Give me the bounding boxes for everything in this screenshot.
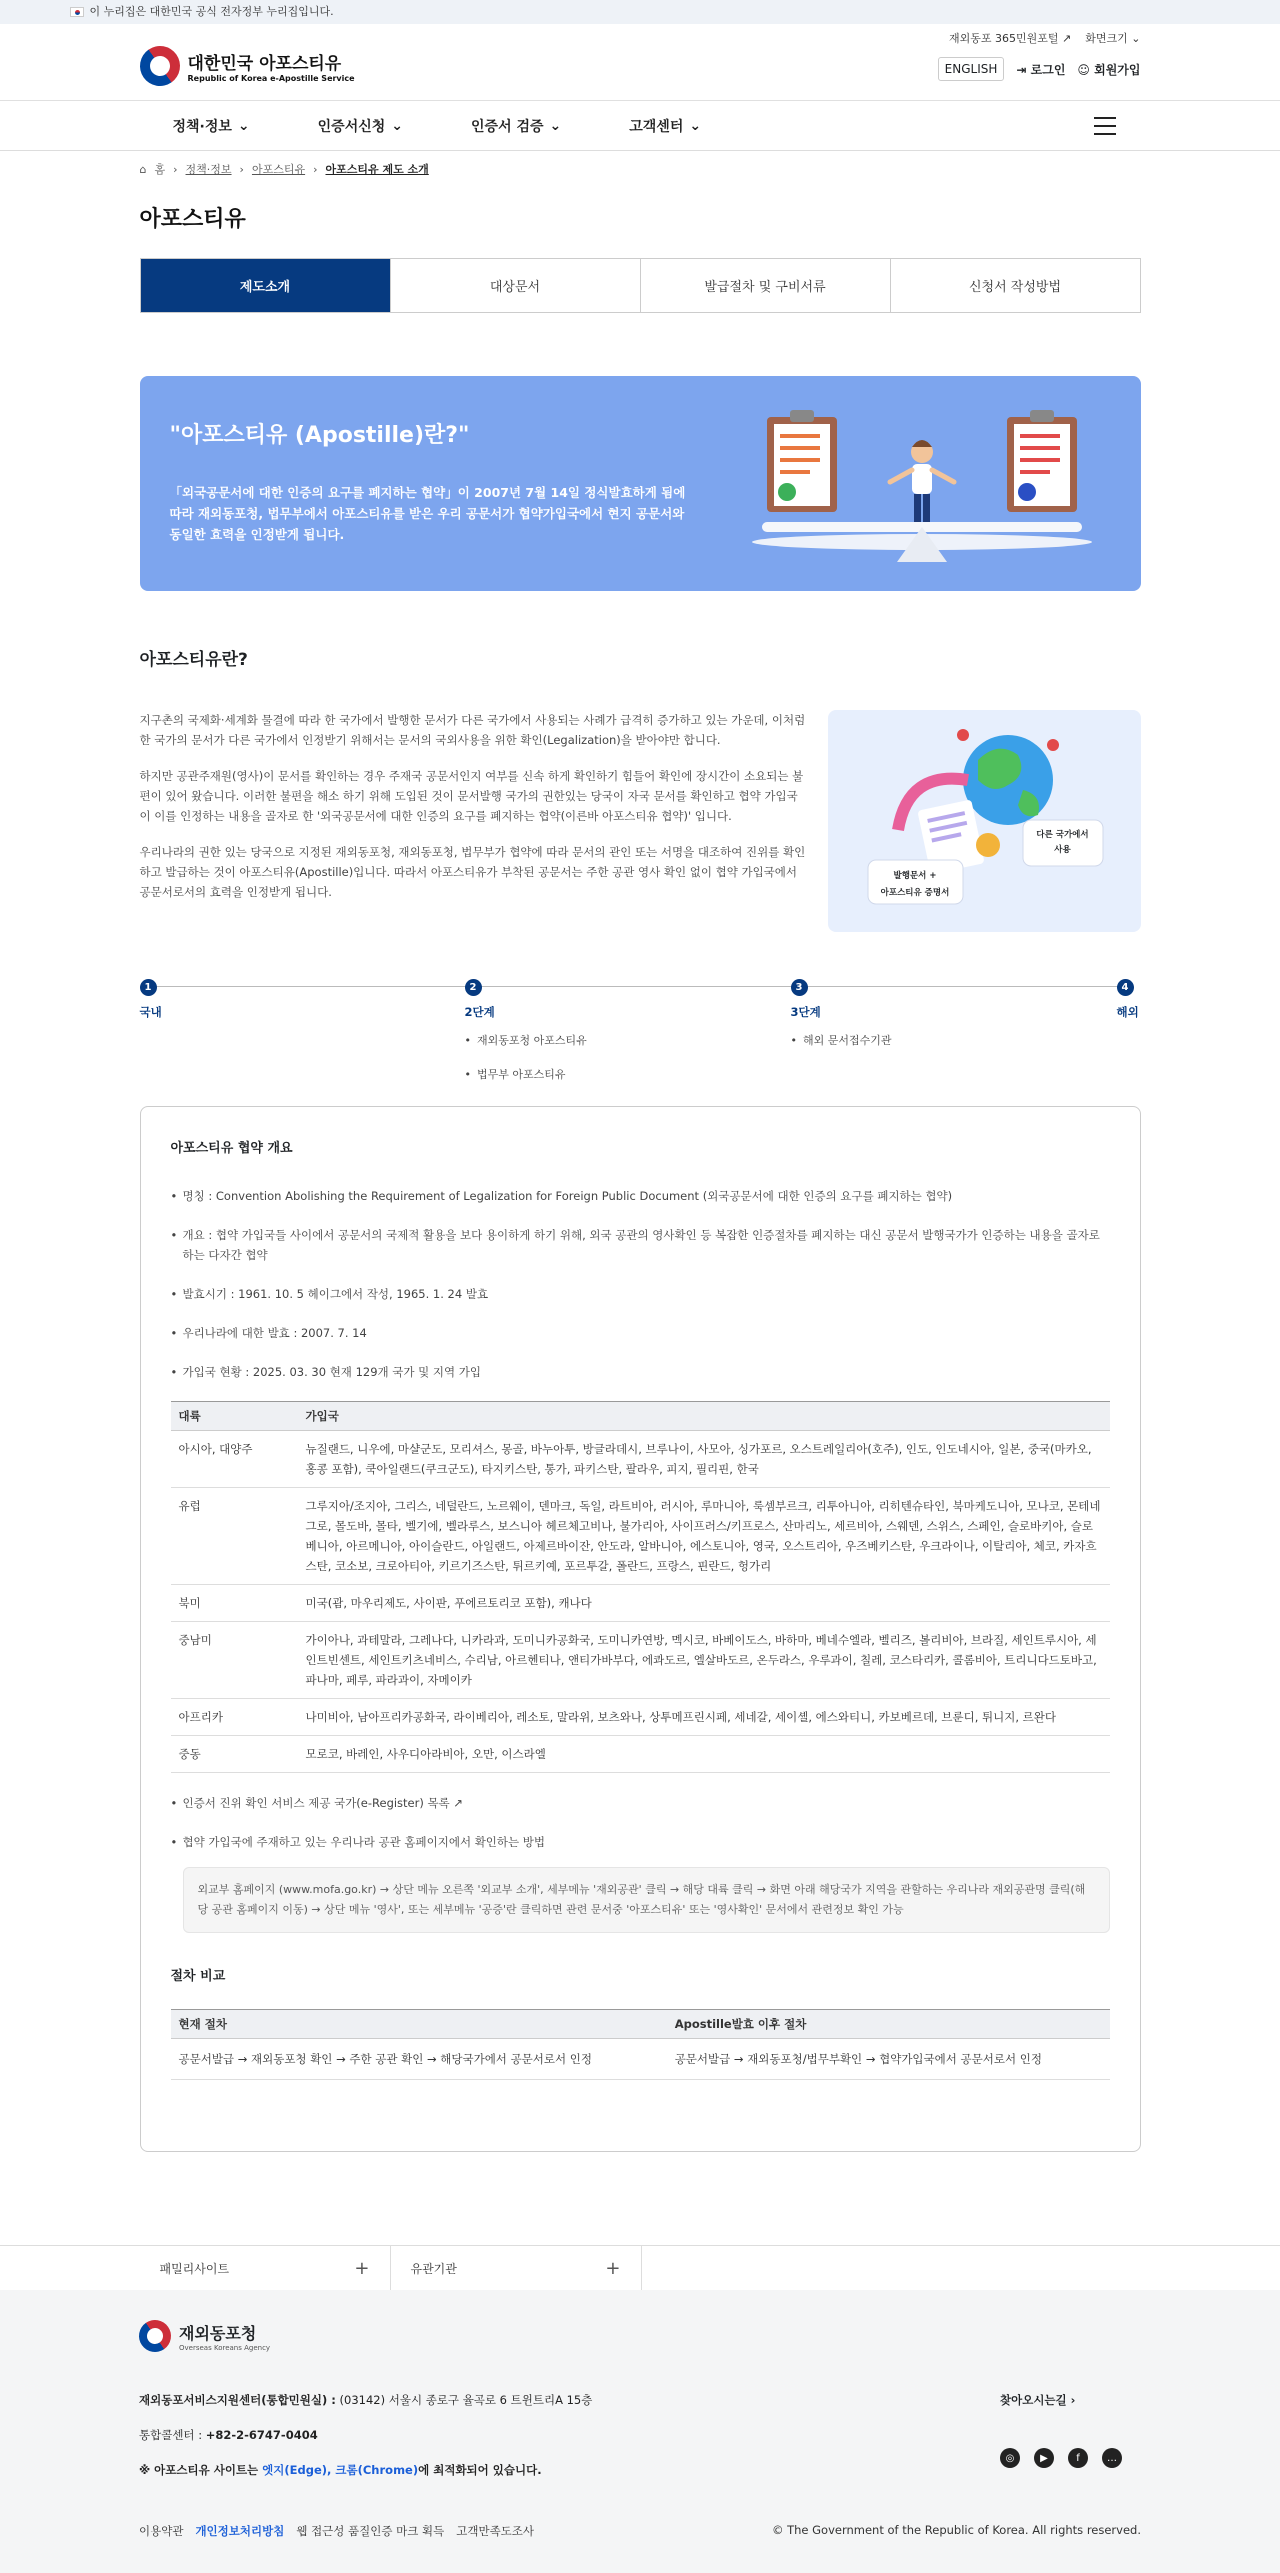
chevron-down-icon: ⌄ <box>1131 32 1141 45</box>
youtube-icon[interactable]: ▶ <box>1034 2448 1054 2468</box>
home-icon[interactable]: ⌂ <box>139 162 147 176</box>
hero-banner <box>140 376 1141 591</box>
chevron-down-icon: ⌄ <box>549 118 562 134</box>
survey-link[interactable]: 고객만족도조사 <box>456 2524 535 2538</box>
img-label: 아포스티유 증명서 <box>880 888 950 898</box>
breadcrumb: ⌂ 홈 › 정책·정보 › 아포스티유 › 아포스티유 제도 소개 <box>139 162 429 176</box>
gov-banner-text: 이 누리집은 대한민국 공식 전자정부 누리집입니다. <box>89 5 334 18</box>
step-label: 국내 <box>139 1005 162 1019</box>
mofa-guide-box: 외교부 홈페이지 (www.mofa.go.kr) → 상단 메뉴 오른쪽 '외교부 소개', 세부메뉴 '재외공관' 클릭 → 해당 대륙 클릭 → 화면 아래 해당국가 지역을 관할하는 우리나라 재외공관명 클릭(해당 공관 홈페이지 이동) → 상단 메뉴 '영사', 또는 세부메뉴 '공증'란 클릭하면 관련 문서중 '아포스티유' 또는 '영사확인' 문서에서 관련정보 확인 가능 <box>183 1867 1110 1933</box>
section-title: 아포스티유란? <box>139 650 248 670</box>
nav-verify[interactable]: 인증서 검증 ⌄ <box>471 118 562 135</box>
login-button[interactable]: ⇥ 로그인 <box>1016 62 1066 77</box>
table-row: 중동 모로코, 바레인, 사우디아라비아, 오만, 이스라엘 <box>171 1736 1110 1773</box>
overview-item: • 발효시기 : 1961. 10. 5 헤이그에서 작성, 1965. 1. 24 발효 <box>171 1284 1110 1304</box>
overview-item: • 우리나라에 대한 발효 : 2007. 7. 14 <box>171 1323 1110 1343</box>
step-3 <box>791 979 892 1066</box>
footer-tel: 통합콜센터 : +82-2-6747-0404 <box>139 2428 318 2442</box>
step-1 <box>140 979 162 1020</box>
step-item: • 법무부 아포스티유 <box>465 1066 587 1082</box>
table-row: 북미 미국(괌, 마우리제도, 사이판, 푸에르토리코 포함), 캐나다 <box>171 1585 1110 1622</box>
related-org-dropdown[interactable]: 유관기관 + <box>391 2246 642 2291</box>
chevron-down-icon: ⌄ <box>237 118 250 134</box>
logo-subtitle: Republic of Korea e-Apostille Service <box>187 74 355 83</box>
img-label: 발행문서 + <box>893 871 937 881</box>
nav-apply[interactable]: 인증서신청 ⌄ <box>317 118 404 135</box>
footer <box>0 2290 1280 2573</box>
tab-form-guide[interactable]: 신청서 작성방법 <box>968 280 1062 295</box>
header <box>0 24 1280 101</box>
process-steps <box>140 979 1141 1089</box>
sns-links <box>1000 2448 1122 2468</box>
e-register-link[interactable]: • 인증서 진위 확인 서비스 제공 국가(e-Register) 목록 ↗ <box>171 1793 1110 1813</box>
step-number: 3 <box>791 979 808 996</box>
compare-title: 절차 비교 <box>170 1969 226 1984</box>
scale-illustration <box>732 392 1112 572</box>
step-item: • 재외동포청 아포스티유 <box>465 1032 587 1048</box>
instagram-icon[interactable]: ◎ <box>1000 2448 1020 2468</box>
taegeuk-emblem-icon <box>132 38 188 94</box>
korea-flag-icon <box>70 7 84 17</box>
directions-link[interactable]: 찾아오시는길 › <box>1000 2393 1076 2407</box>
table-row: 유럽 그루지아/조지아, 그리스, 네덜란드, 노르웨이, 덴마크, 독일, 라트비아, 러시아, 루마니아, 룩셈부르크, 리투아니아, 리히텐슈타인, 북마케도니아, 모나코, 몬테네그로, 몰도바, 몰타, 벨기에, 벨라루스, 보스니아 헤르체고비나, 불가리아, 사이프러스/키프로스, 산마리노, 세르비아, 스웨덴, 스위스, 스페인, 슬로바키아, 슬로베니아, 아르메니아, 아이슬란드, 아일랜드, 아제르바이잔, 안도라, 알바니아, 에스토니아, 영국, 오스트리아, 우즈베키스탄, 우크라이나, 이탈리아, 체코, 카자흐스탄, 코소보, 크로아티아, 키르기즈스탄, 튀르키예, 포르투갈, 폴란드, 프랑스, 핀란드, 헝가리 <box>171 1488 1110 1585</box>
font-size-dropdown[interactable]: 화면크기 ⌄ <box>1085 32 1141 45</box>
taegeuk-emblem-icon <box>133 2314 178 2359</box>
intro-paragraph: 하지만 공관주재원(영사)이 문서를 확인하는 경우 주재국 공문서인지 여부를 신속 하게 확인하기 힘들어 확인에 장시간이 소요되는 불편이 있어 왔습니다. 이러한 불편을 해소 하기 위해 도입된 것이 문서발행 국가의 권한있는 당국이 자국 문서를 확인하고 협약 가입국이 이를 인정하는 내용을 골자로 한 '외국공문서에 대한 인증의 요구를 폐지하는 협약(이른바 아포스티유 협약)' 입니다. <box>139 769 804 823</box>
talk-icon[interactable]: … <box>1102 2448 1122 2468</box>
table-row: 아프리카 나미비아, 남아프리카공화국, 라이베리아, 레소토, 말라위, 보츠와나, 상투메프린시페, 세네갈, 세이셸, 에스와티니, 카보베르데, 브룬디, 튀니지, 르완다 <box>171 1699 1110 1736</box>
overview-item: • 가입국 현황 : 2025. 03. 30 현재 129개 국가 및 지역 가입 <box>171 1362 1110 1382</box>
signup-button[interactable]: ☺ 회원가입 <box>1077 62 1141 77</box>
menu-icon[interactable] <box>1094 117 1116 135</box>
table-row: 공문서발급 → 재외동포청 확인 → 주한 공관 확인 → 해당국가에서 공문서로서 인정 공문서발급 → 재외동포청/법무부확인 → 협약가입국에서 공문서로서 인정 <box>171 2039 1110 2080</box>
tab-intro[interactable]: 제도소개 <box>141 259 391 312</box>
breadcrumb-apostille[interactable]: 아포스티유 <box>251 163 306 176</box>
plus-icon: + <box>354 2258 370 2279</box>
overview-title: 아포스티유 협약 개요 <box>170 1141 293 1156</box>
member-countries-table <box>171 1401 1110 1773</box>
intro-paragraph: 우리나라의 권한 있는 당국으로 지정된 재외동포청, 재외동포청, 법무부가 협약에 따라 문서의 관인 또는 서명을 대조하여 진위를 확인하고 발급하는 것이 아포스티유(Apostille)입니다. 따라서 아포스티유가 부착된 공문서는 주한 공관 영사 확인 없이 협약 가입국에서 공문서로서의 효력을 인정받게 됩니다. <box>139 845 806 899</box>
step-label: 3단계 <box>790 1005 821 1019</box>
step-number: 2 <box>465 979 482 996</box>
user-icon: ☺ <box>1077 62 1090 77</box>
overview-item: • 개요 : 협약 가입국들 사이에서 공문서의 국제적 활용을 보다 용이하게 하기 위해, 외국 공관의 영사확인 등 복잡한 인증절차를 폐지하는 대신 공문서 발행국가가 인증하는 내용을 골자로 하는 다자간 협약 <box>171 1225 1110 1265</box>
login-icon: ⇥ <box>1016 62 1027 77</box>
overview-item: • 협약 가입국에 주재하고 있는 우리나라 공관 홈페이지에서 확인하는 방법 <box>171 1832 1110 1852</box>
main-nav <box>0 101 1280 151</box>
accessibility-link[interactable]: 웹 접근성 품질인증 마크 획득 <box>296 2524 445 2538</box>
copyright: © The Government of the Republic of Korea. All rights reserved. <box>771 2523 1141 2537</box>
hero-title: "아포스티유 (Apostille)란?" <box>169 423 470 448</box>
family-site-bar <box>0 2245 1280 2290</box>
step-2 <box>465 979 587 1100</box>
site-logo[interactable] <box>140 46 355 86</box>
step-number: 1 <box>140 979 157 996</box>
plus-icon: + <box>605 2258 621 2279</box>
tab-bar <box>140 258 1141 313</box>
table-header: 대륙 <box>171 1402 298 1431</box>
page-title: 아포스티유 <box>139 207 246 232</box>
breadcrumb-policy[interactable]: 정책·정보 <box>185 163 232 176</box>
logo-title: 대한민국 아포스티유 <box>187 54 342 74</box>
external-link-icon: ↗ <box>1062 32 1072 45</box>
step-item: • 해외 문서접수기관 <box>791 1032 892 1048</box>
breadcrumb-home[interactable]: 홈 <box>154 163 166 176</box>
tab-documents[interactable]: 대상문서 <box>391 259 641 312</box>
table-row: 아시아, 대양주 뉴질랜드, 니우에, 마샬군도, 모리셔스, 몽골, 바누아투, 방글라데시, 브루나이, 사모아, 싱가포르, 오스트레일리아(호주), 인도, 인도네시아, 일본, 중국(마카오, 홍콩 포함), 쿡아일랜드(쿠크군도), 타지키스탄, 통가, 파키스탄, 팔라우, 피지, 필리핀, 한국 <box>171 1431 1110 1488</box>
nav-support[interactable]: 고객센터 ⌄ <box>629 118 702 135</box>
intro-text <box>140 710 806 932</box>
compare-table <box>171 2009 1110 2080</box>
table-header: 현재 절차 <box>171 2010 667 2039</box>
footer-links <box>139 2523 534 2539</box>
overview-item: • 명칭 : Convention Abolishing the Requirement of Legalization for Foreign Public Document (외국공문서에 대한 인증의 요구를 폐지하는 협약) <box>171 1186 1110 1206</box>
img-label: 다른 국가에서 <box>1036 830 1089 840</box>
privacy-link[interactable]: 개인정보처리방침 <box>195 2524 285 2538</box>
intro-paragraph: 지구촌의 국제화·세계화 물결에 따라 한 국가에서 발행한 문서가 다른 국가에서 사용되는 사례가 급격히 증가하고 있는 가운데, 이처럼 한 국가의 문서가 다른 국가에서 인정받기 위해서는 문서의 국외사용을 위한 확인(Legalization)을 받아야만 합니다. <box>139 713 806 747</box>
facebook-icon[interactable]: f <box>1068 2448 1088 2468</box>
chevron-down-icon: ⌄ <box>689 118 702 134</box>
family-site-dropdown[interactable]: 패밀리사이트 + <box>140 2246 391 2291</box>
step-4 <box>1117 979 1139 1020</box>
overview-box <box>140 1106 1141 2152</box>
table-row: 중남미 가이아나, 과테말라, 그레나다, 니카라과, 도미니카공화국, 도미니카연방, 멕시코, 바베이도스, 바하마, 베네수엘라, 벨리즈, 볼리비아, 브라질, 세인트루시아, 세인트빈센트, 세인트키츠네비스, 수리남, 아르헨티나, 앤티가바부다, 에콰도르, 엘살바도르, 온두라스, 우루과이, 칠레, 코스타리카, 콜롬비아, 트리니다드토바고, 파나마, 페루, 파라과이, 자메이카 <box>171 1622 1110 1699</box>
step-label: 해외 <box>1116 1005 1139 1019</box>
nav-policy[interactable]: 정책·정보 ⌄ <box>172 118 250 135</box>
external-link-icon: ↗ <box>453 1796 464 1810</box>
img-label: 사용 <box>1054 845 1071 855</box>
step-label: 2단계 <box>464 1005 495 1019</box>
footer-logo: 재외동포청 Overseas Koreans Agency <box>139 2320 270 2352</box>
english-button[interactable]: ENGLISH <box>938 57 1005 81</box>
globe-illustration <box>828 710 1141 932</box>
chevron-down-icon: ⌄ <box>391 118 404 134</box>
terms-link[interactable]: 이용약관 <box>139 2524 184 2538</box>
table-header: Apostille발효 이후 절차 <box>667 2010 1110 2039</box>
tab-procedure[interactable]: 발급절차 및 구비서류 <box>641 259 891 312</box>
footer-address: 재외동포서비스지원센터(통합민원실) : (03142) 서울시 종로구 율곡로 6 트윈트리A 15층 <box>139 2393 593 2407</box>
footer-note: ※ 아포스티유 사이트는 엣지(Edge), 크롬(Chrome)에 최적화되어 있습니다. <box>139 2463 542 2477</box>
portal-link[interactable]: 재외동포 365민원포털 ↗ <box>949 32 1072 45</box>
breadcrumb-current: 아포스티유 제도 소개 <box>325 163 429 176</box>
table-header: 가입국 <box>298 1402 1110 1431</box>
step-number: 4 <box>1117 979 1134 996</box>
gov-banner <box>0 0 1280 24</box>
hero-text: 「외국공문서에 대한 인증의 요구를 폐지하는 협약」이 2007년 7월 14일 정식발효하게 됨에 따라 재외동포청, 법무부에서 아포스티유를 받은 우리 공문서가 협약가입국에서 현지 공문서와 동일한 효력을 인정받게 됩니다. <box>169 485 686 542</box>
